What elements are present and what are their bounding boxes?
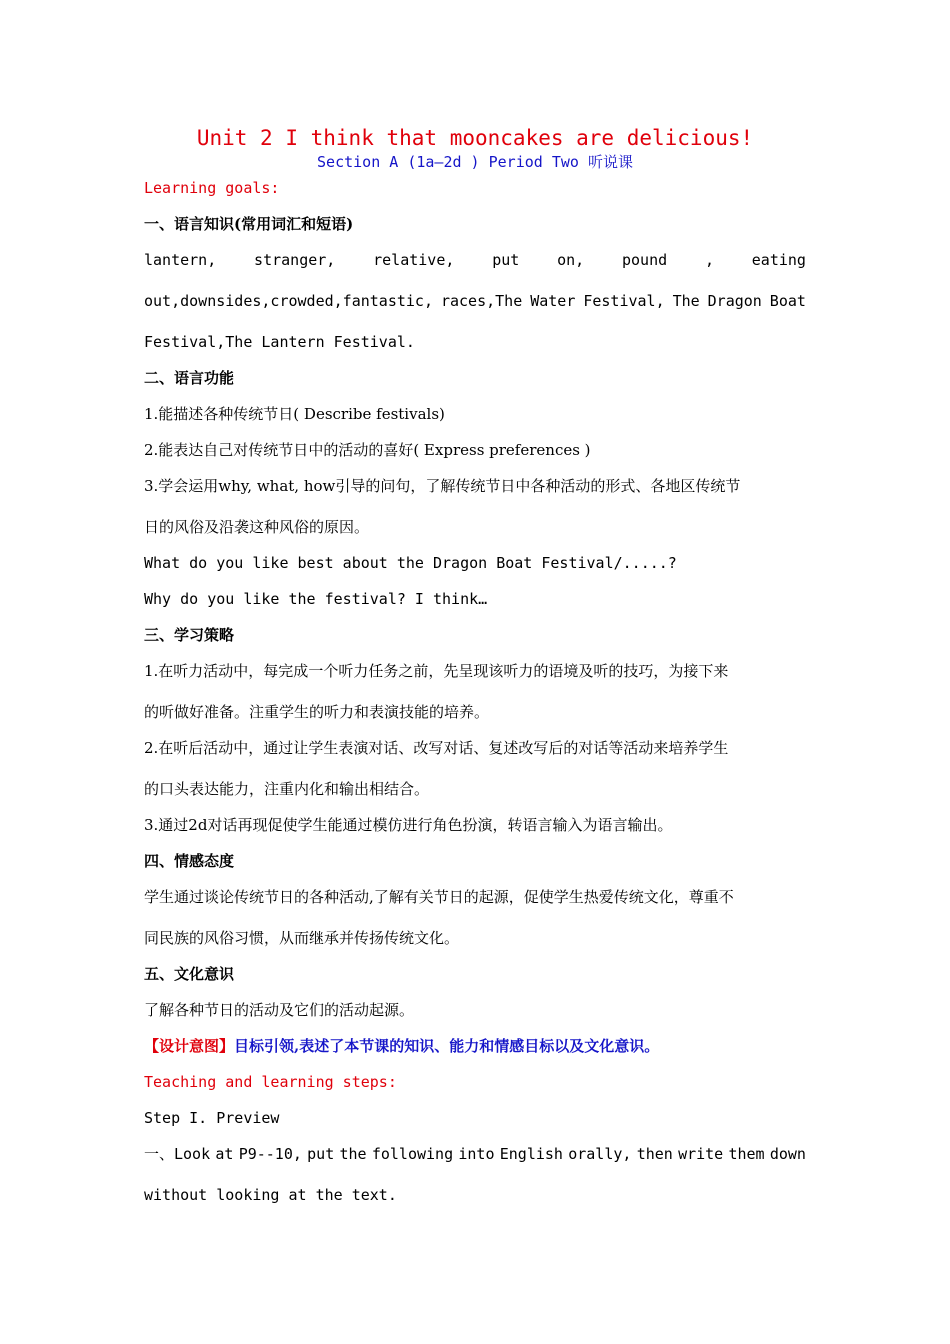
teaching-steps-heading: Teaching and learning steps: — [144, 1073, 397, 1091]
instruction-word: orally, — [568, 1145, 632, 1163]
attitude-text-line-2: 同民族的风俗习惯，从而继承并传扬传统文化。 — [144, 929, 460, 947]
vocab-word: stranger, — [254, 251, 336, 269]
vocab-word: pound — [621, 251, 668, 269]
vocab-word: Water — [530, 292, 576, 310]
example-question-1: What do you like best about the Dragon Boat Festival/.....? — [144, 554, 677, 572]
instruction-word: following — [371, 1145, 454, 1163]
learning-goals-heading: Learning goals: — [144, 179, 280, 197]
strategy-item-2-line-1: 2.在听后活动中，通过让学生表演对话、改写对话、复述改写后的对话等活动来培养学生 — [144, 739, 729, 757]
instruction-word: then — [636, 1145, 673, 1163]
instruction-word: put — [307, 1145, 335, 1163]
vocab-word: races,The — [440, 292, 523, 310]
section-4-title: 四、情感态度 — [144, 852, 235, 870]
vocab-word: eating — [751, 251, 806, 269]
vocab-word: Boat — [769, 292, 806, 310]
function-item-2: 2.能表达自己对传统节日中的活动的喜好( Express preferences ) — [144, 441, 591, 459]
vocab-word: lantern, — [144, 251, 217, 269]
instruction-word: write — [678, 1145, 724, 1163]
vocab-word: on, — [557, 251, 585, 269]
preview-instruction-line-2: without looking at the text. — [144, 1186, 397, 1204]
function-item-3-line-1: 3.学会运用why, what, how引导的问句，了解传统节日中各种活动的形式、各地区传统节 — [144, 477, 741, 495]
strategy-item-3: 3.通过2d对话再现促使学生能通过模仿进行角色扮演，转语言输入为语言输出。 — [144, 816, 673, 834]
document-title: Unit 2 I think that mooncakes are delicious! — [196, 126, 754, 150]
vocab-word: Festival, — [583, 292, 665, 310]
vocab-line-2 — [144, 291, 806, 311]
design-intent — [144, 1036, 659, 1056]
section-2-title: 二、语言功能 — [144, 369, 235, 387]
section-3-title: 三、学习策略 — [144, 626, 235, 644]
instruction-word: P9--10, — [238, 1145, 302, 1163]
design-intent-text: 目标引领,表述了本节课的知识、能力和情感目标以及文化意识。 — [234, 1037, 660, 1055]
section-5-title: 五、文化意识 — [144, 965, 235, 983]
function-item-1: 1.能描述各种传统节日( Describe festivals) — [144, 405, 445, 423]
step-1-title: Step I. Preview — [144, 1109, 280, 1127]
function-item-3-line-2: 日的风俗及沿袭这种风俗的原因。 — [144, 518, 370, 536]
strategy-item-2-line-2: 的口头表达能力，注重内化和输出相结合。 — [144, 780, 430, 798]
vocab-line-1 — [144, 250, 806, 270]
instruction-word: at — [215, 1145, 234, 1163]
vocab-word: relative, — [373, 251, 455, 269]
section-1-title: 一、语言知识(常用词汇和短语) — [144, 215, 354, 233]
instruction-word: them — [728, 1145, 765, 1163]
instruction-word: down — [769, 1145, 806, 1163]
design-intent-label: 【设计意图】 — [144, 1037, 235, 1055]
instruction-word: 一、Look — [144, 1145, 211, 1163]
vocab-word: Dragon — [707, 292, 762, 310]
culture-text: 了解各种节日的活动及它们的活动起源。 — [144, 1001, 415, 1019]
vocab-word: put — [492, 251, 520, 269]
strategy-item-1-line-1: 1.在听力活动中，每完成一个听力任务之前，先呈现该听力的语境及听的技巧，为接下来 — [144, 662, 729, 680]
strategy-item-1-line-2: 的听做好准备。注重学生的听力和表演技能的培养。 — [144, 703, 490, 721]
example-question-2: Why do you like the festival? I think… — [144, 590, 488, 608]
instruction-word: the — [339, 1145, 367, 1163]
vocab-word: , — [704, 251, 714, 269]
vocab-word: out,downsides,crowded,fantastic, — [144, 292, 433, 310]
instruction-word: into — [458, 1145, 495, 1163]
document-subtitle: Section A (1a—2d ) Period Two 听说课 — [317, 153, 633, 171]
preview-instruction-line-1 — [144, 1144, 806, 1164]
vocab-line-3: Festival,The Lantern Festival. — [144, 333, 415, 351]
instruction-word: English — [499, 1145, 563, 1163]
attitude-text-line-1: 学生通过谈论传统节日的各种活动,了解有关节日的起源，促使学生热爱传统文化，尊重不 — [144, 888, 734, 906]
vocab-word: The — [672, 292, 700, 310]
